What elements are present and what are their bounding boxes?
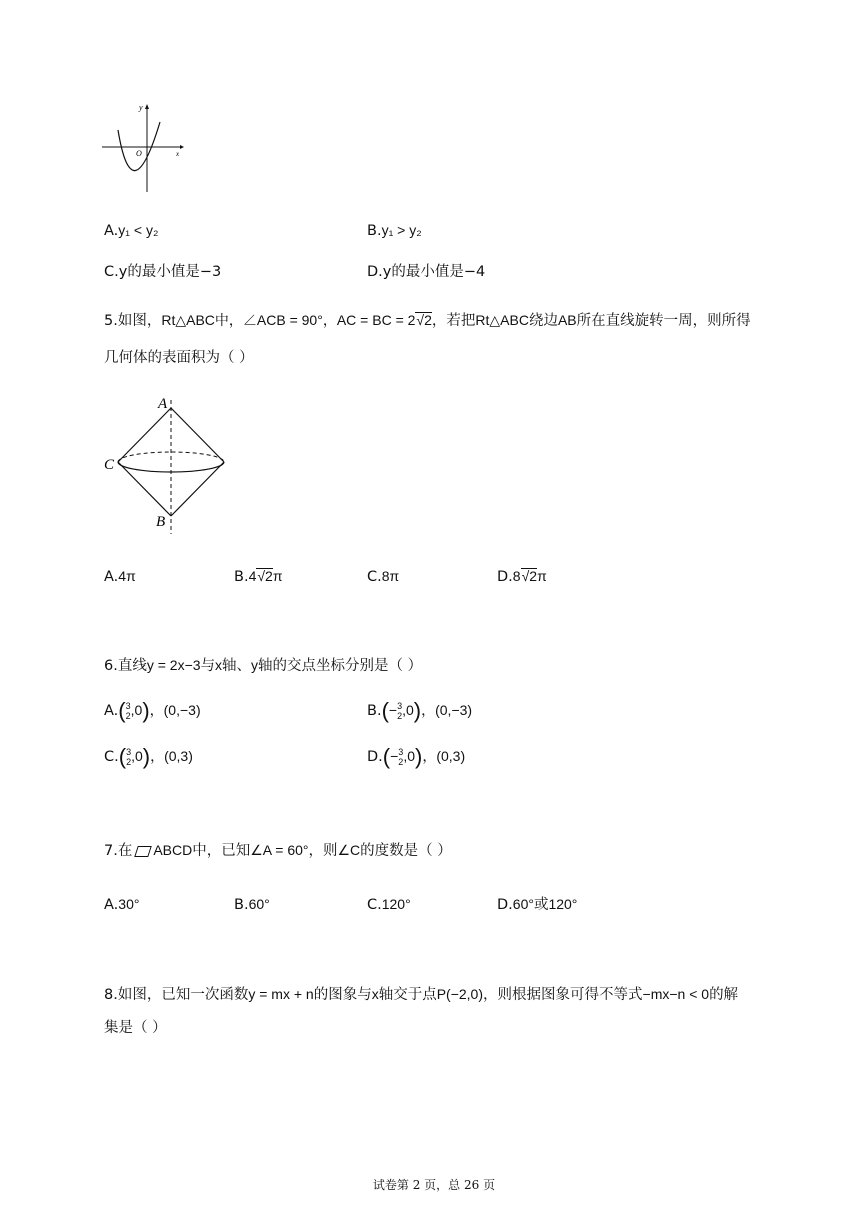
q7-option-c: C.120°	[367, 896, 411, 913]
y-axis-label: y	[139, 103, 143, 112]
q8-stem-line2: 集是（ ）	[104, 1020, 167, 1036]
option-label: B.	[367, 223, 382, 239]
q5-option-b: B.4√2π	[234, 568, 283, 585]
q8-stem-line1: 8.如图，已知一次函数y = mx + n的图象与x轴交于点P(−2,0)，则根据图象可得不等式−mx−n < 0的解	[104, 986, 739, 1003]
q6-option-d: D.(− 3 2 ,0)，(0,3)	[367, 744, 466, 769]
q6-option-c: C.( 3 2 ,0)，(0,3)	[104, 744, 193, 769]
q6-option-b: B.(− 3 2 ,0)，(0,−3)	[367, 698, 473, 723]
parabola-curve	[118, 122, 160, 171]
vertex-c-label: C	[104, 457, 115, 473]
q4-option-c	[104, 262, 221, 282]
option-label: A.	[104, 223, 119, 239]
vertex-b-label: B	[156, 514, 166, 530]
page-footer: 试卷第 2 页，总 26 页	[372, 1178, 496, 1192]
q5-option-d: D.8√2π	[497, 568, 547, 585]
fraction: 3 2	[125, 701, 131, 721]
parabola-graph	[100, 100, 185, 195]
option-math: y₁ > y₂	[381, 222, 422, 238]
q5-stem-line1: 5.如图，Rt△ABC中，∠ACB = 90°，AC = BC = 2√2，若把Rt△ABC绕边AB所在直线旋转一周，则所得	[104, 312, 751, 329]
q4-option-a	[104, 220, 158, 241]
q6-stem: 6.直线y = 2x−3与x轴、y轴的交点坐标分别是（ ）	[104, 657, 423, 674]
q4-option-b	[367, 220, 422, 241]
parallelogram-icon	[135, 846, 153, 857]
fraction: 3 2	[397, 701, 403, 721]
option-text: y的最小值是−4	[382, 264, 486, 280]
q5-option-a: A.4π	[104, 568, 136, 585]
q7-stem: 7.在 ABCD中，已知∠A = 60°，则∠C的度数是（ ）	[104, 842, 452, 859]
double-cone-figure	[100, 392, 235, 537]
q7-option-d: D.60°或120°	[497, 896, 578, 913]
q6-option-a: A.( 3 2 ,0)，(0,−3)	[104, 698, 201, 723]
q7-option-b: B.60°	[234, 896, 270, 913]
option-text: y的最小值是−3	[118, 264, 222, 280]
edge-a-right	[171, 408, 224, 462]
fraction: 3 2	[398, 747, 404, 767]
option-label: C.	[104, 264, 119, 280]
q4-option-d	[367, 262, 485, 282]
y-axis-arrow	[145, 104, 149, 109]
origin-label: O	[136, 149, 142, 158]
sqrt-symbol: √2	[257, 568, 273, 584]
q7-option-a: A.30°	[104, 896, 140, 913]
option-math: y₁ < y₂	[118, 222, 159, 238]
x-axis-arrow	[180, 145, 184, 149]
sqrt-symbol: √2	[521, 568, 538, 584]
edge-ac	[118, 408, 171, 462]
option-label: D.	[367, 264, 383, 280]
q5-stem-line2: 几何体的表面积为（ ）	[104, 350, 254, 366]
fraction: 3 2	[126, 747, 132, 767]
q5-option-c: C.8π	[367, 568, 400, 585]
x-axis-label: x	[176, 150, 180, 158]
vertex-a-label: A	[158, 396, 168, 412]
sqrt-symbol: √2	[416, 312, 432, 328]
